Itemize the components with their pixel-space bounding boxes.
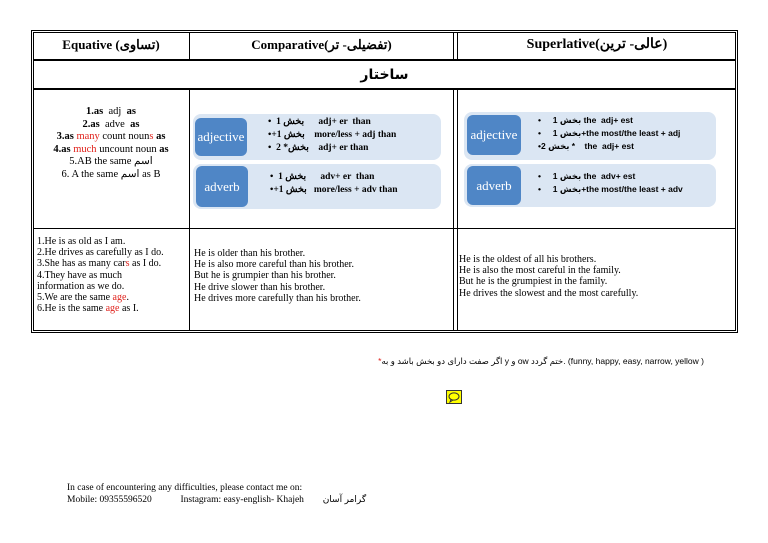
structure-title: ساختار [360, 66, 409, 82]
comparative-example: But he is grumpier than his brother. [194, 270, 336, 282]
equative-structure-line [36, 156, 186, 169]
equative-example-part: as I. [119, 303, 139, 315]
superlative-adjective-rule: •2 بخش * the adj+ est [538, 141, 634, 151]
equative-example-part: 1.He is as old as I am. [37, 236, 126, 247]
equative-example [37, 303, 164, 314]
contact-info [67, 483, 366, 506]
superlative-adjective-rules [538, 114, 680, 153]
equative-structure-part: s [149, 131, 154, 142]
equative-structure-line [36, 131, 186, 144]
contact-mobile: Mobile: 09355596520 [67, 495, 152, 505]
col-divider-2 [453, 89, 458, 330]
chat-bubble-icon-glyph [447, 391, 461, 403]
equative-example-part: information as we do. [37, 280, 125, 292]
equative-example-part: 3.She has as many car [37, 258, 126, 270]
comparative-adjective-rule: • 2 *بخش adj+ er than [268, 143, 369, 153]
equative-structure-part: 2.as [82, 118, 100, 130]
equative-structure-part: as [126, 106, 136, 117]
superlative-examples [459, 254, 638, 299]
equative-examples [37, 236, 164, 314]
header-comparative: Comparative(تفضیلی- تر) [251, 37, 392, 52]
equative-structure-part: 4.as [53, 143, 71, 155]
header-superlative: Superlative(عالی- ترین) [526, 37, 668, 52]
comparative-example: He drives more carefully than his brother. [194, 292, 361, 304]
superlative-example: He drives the slowest and the most carefully. [459, 287, 639, 299]
superlative-adjective-rule: • 1 بخش+the most/the least + adj [538, 128, 681, 138]
superlative-example: But he is the grumpiest in the family. [459, 276, 608, 288]
equative-structure-part: as [130, 118, 140, 130]
comparative-example: He is older than his brother. [194, 248, 306, 259]
comparative-example: He drive slower than his brother. [194, 281, 326, 293]
brand-name: گرامر آسان [322, 494, 367, 504]
examples-divider [33, 228, 736, 229]
superlative-adverb-rules [538, 170, 683, 196]
equative-example-part: age [112, 292, 127, 304]
equative-example-part: 4.They have as much [37, 269, 122, 281]
equative-structure-part: count noun [99, 131, 150, 142]
comparative-adverb-rules [270, 171, 398, 197]
contact-line: In case of encountering any difficulties, please contact me on: [67, 483, 303, 493]
equative-example-part: 2.He drives as carefully as I do. [37, 247, 164, 259]
comparative-examples [194, 248, 361, 304]
header-divider [33, 59, 736, 61]
equative-structure-part: adve [99, 118, 131, 130]
equative-structure-part: 3.as [56, 131, 74, 142]
superlative-adverb-rule: • 1 بخش the adv+ est [538, 171, 636, 181]
superlative-example: He is the oldest of all his brothers. [459, 254, 597, 265]
comparative-adjective-tag: adjective [195, 118, 247, 156]
equative-structure-line [36, 106, 186, 119]
equative-structure [36, 106, 186, 181]
structure-title-divider [33, 88, 736, 90]
superlative-adverb-rule: • 1 بخش+the most/the least + adv [538, 184, 683, 194]
equative-example-part: 5.We are the same [37, 292, 113, 304]
equative-structure-part: much [70, 143, 97, 155]
equative-structure-line [36, 144, 186, 157]
equative-structure-part: uncount noun [96, 143, 160, 155]
equative-structure-part: many [73, 131, 100, 142]
equative-example-part: as I do. [129, 258, 162, 270]
superlative-adjective-rule: • 1 بخش the adj+ est [538, 115, 633, 125]
comparative-adverb-rule: •+1 بخش more/less + adv than [270, 185, 398, 195]
header-equative: Equative (تساوی) [62, 37, 160, 52]
comparative-adverb-rule: • 1 بخش adv+ er than [270, 172, 375, 182]
comparative-adjective-rules [268, 116, 396, 155]
equative-structure-part: as [153, 131, 166, 142]
comparative-example: He is also more careful than his brother. [194, 259, 354, 271]
equative-example-part: 6.He is the same [37, 303, 106, 315]
equative-structure-part: adj [103, 106, 127, 117]
comparative-adjective-rule: • 1 بخش adj+ er than [268, 117, 371, 127]
equative-structure-part: 6. A the same اسم as B [61, 168, 161, 180]
equative-structure-part: as [159, 143, 169, 155]
equative-example [37, 236, 164, 247]
comparative-adverb-tag: adverb [196, 166, 248, 207]
equative-example [37, 258, 164, 269]
equative-structure-line [36, 169, 186, 182]
equative-example [37, 247, 164, 258]
footnote [334, 356, 704, 367]
equative-example [37, 270, 164, 281]
equative-example-part: . [126, 292, 129, 304]
equative-structure-part: 5.AB the same اسم [69, 156, 153, 167]
contact-instagram: Instagram: easy-english- Khajeh [180, 495, 304, 505]
equative-example [37, 281, 164, 292]
footnote-text: اگر صفت دارای دو بخش باشد و به y و ow ختم گردد. (funny, happy, easy, narrow, yellow ) [381, 356, 704, 366]
superlative-example: He is also the most careful in the family. [459, 265, 621, 277]
equative-example-part: s [125, 258, 130, 270]
comparative-adjective-rule: •+1 بخش more/less + adj than [268, 130, 397, 140]
col-divider-1 [189, 89, 190, 330]
equative-example-part: age [105, 303, 120, 315]
superlative-adjective-tag: adjective [467, 115, 521, 155]
superlative-adverb-tag: adverb [467, 166, 521, 205]
equative-example [37, 292, 164, 303]
chat-bubble-icon[interactable] [446, 390, 462, 404]
equative-structure-line [36, 119, 186, 132]
equative-structure-part: 1.as [86, 106, 104, 117]
footnote-star: * [378, 356, 382, 366]
